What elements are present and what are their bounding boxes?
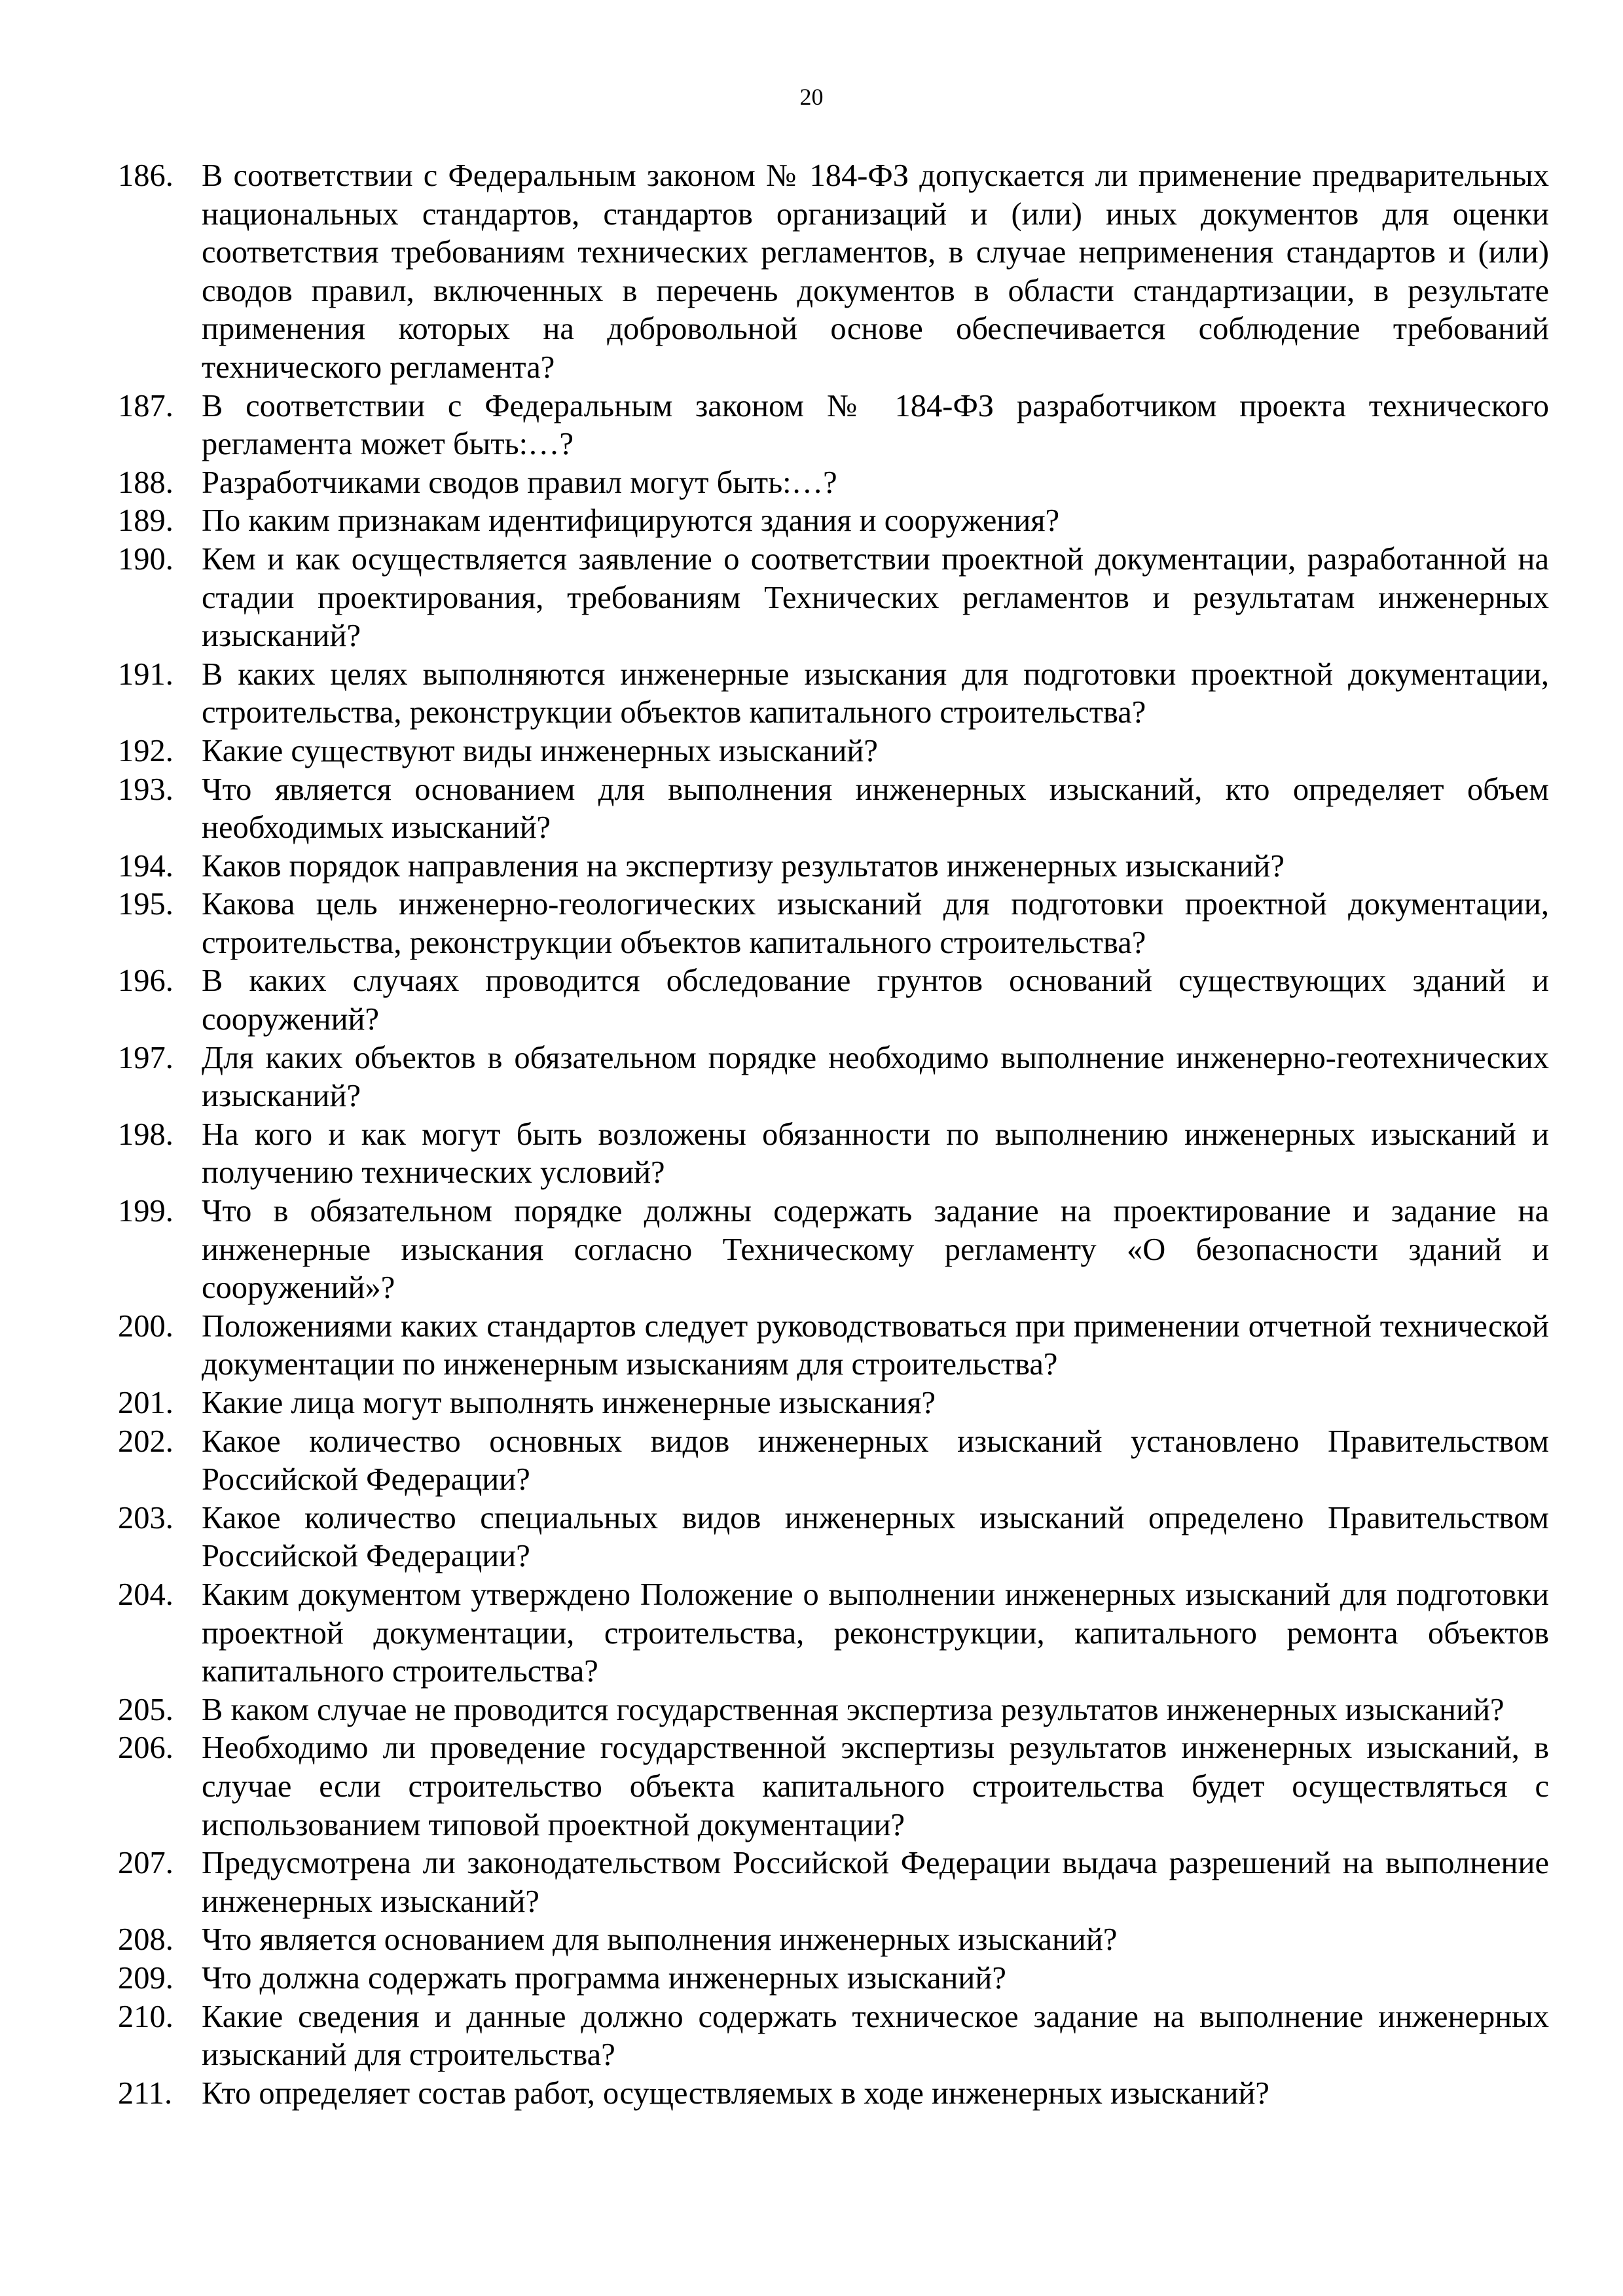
- question-item: [118, 1960, 1549, 1998]
- question-number: 206.: [118, 1731, 173, 1766]
- question-number: 188.: [118, 465, 173, 500]
- question-item: [118, 1193, 1549, 1308]
- question-item: [118, 771, 1549, 848]
- question-number: 198.: [118, 1117, 173, 1152]
- question-text: Предусмотрена ли законодательством Российской Федерации выдача разрешений на выполнение инженерных изысканий?: [202, 1846, 1549, 1919]
- question-item: [118, 1308, 1549, 1384]
- question-item: [118, 732, 1549, 771]
- question-text: Кто определяет состав работ, осуществляемых в ходе инженерных изысканий?: [202, 2075, 1269, 2111]
- question-item: [118, 387, 1549, 464]
- question-text: Какие существуют виды инженерных изысканий?: [202, 733, 878, 768]
- question-item: [118, 1116, 1549, 1193]
- question-text: Что в обязательном порядке должны содержать задание на проектирование и задание на инженерные изыскания согласно Техническому регламенту «О безопасности зданий и сооружений»?: [202, 1194, 1549, 1306]
- question-number: 205.: [118, 1692, 173, 1727]
- question-text: Какое количество основных видов инженерных изысканий установлено Правительством Российской Федерации?: [202, 1424, 1549, 1498]
- question-number: 204.: [118, 1577, 173, 1612]
- question-number: 197.: [118, 1040, 173, 1075]
- question-item: [118, 962, 1549, 1039]
- question-number: 192.: [118, 733, 173, 768]
- question-text: Какие лица могут выполнять инженерные изыскания?: [202, 1386, 936, 1420]
- question-number: 210.: [118, 1999, 173, 2034]
- question-item: [118, 1998, 1549, 2075]
- question-item: [118, 1039, 1549, 1116]
- question-number: 211.: [118, 2075, 173, 2111]
- question-number: 202.: [118, 1424, 173, 1459]
- question-text: Какое количество специальных видов инженерных изысканий определено Правительством Российской Федерации?: [202, 1500, 1549, 1574]
- question-item: [118, 886, 1549, 962]
- question-text: В соответствии с Федеральным законом № 184-ФЗ разработчиком проекта технического регламента может быть:…?: [202, 388, 1549, 462]
- question-number: 189.: [118, 503, 173, 539]
- question-text: Какова цель инженерно-геологических изысканий для подготовки проектной документации, строительства, реконструкции объектов капитального строительства?: [202, 887, 1549, 960]
- question-item: [118, 157, 1549, 387]
- question-number: 201.: [118, 1386, 173, 1420]
- question-text: В каких целях выполняются инженерные изыскания для подготовки проектной документации, строительства, реконструкции объектов капитального строительства?: [202, 656, 1549, 730]
- question-number: 208.: [118, 1922, 173, 1958]
- question-number: 186.: [118, 158, 173, 193]
- question-text: Какие сведения и данные должно содержать техническое задание на выполнение инженерных изысканий для строительства?: [202, 1999, 1549, 2073]
- question-number: 195.: [118, 887, 173, 922]
- question-number: 194.: [118, 848, 173, 884]
- page-number: 20: [799, 84, 824, 110]
- question-number: 190.: [118, 541, 173, 577]
- question-text: В соответствии с Федеральным законом № 184-ФЗ допускается ли применение предварительных национальных стандартов, стандартов организаций и (или) иных документов для оценки соответствия требованиям технических регламентов, в случае неприменения стандартов и (или) сводов правил, включенных в перечень документов в области стандартизации, в результате применения которых на добровольной основе обеспечивается соблюдение требований технического регламента?: [202, 158, 1549, 385]
- question-number: 207.: [118, 1846, 173, 1881]
- question-text: Для каких объектов в обязательном порядке необходимо выполнение инженерно-геотехнических изысканий?: [202, 1040, 1549, 1114]
- question-item: [118, 1921, 1549, 1960]
- question-item: [118, 1576, 1549, 1691]
- question-number: 196.: [118, 963, 173, 999]
- question-text: В каком случае не проводится государственная экспертиза результатов инженерных изысканий?: [202, 1692, 1504, 1727]
- question-text: Что является основанием для выполнения инженерных изысканий, кто определяет объем необходимых изысканий?: [202, 772, 1549, 846]
- question-number: 203.: [118, 1500, 173, 1535]
- question-number: 199.: [118, 1194, 173, 1229]
- question-text: Разработчиками сводов правил могут быть:…?: [202, 465, 837, 500]
- question-text: На кого и как могут быть возложены обязанности по выполнению инженерных изысканий и получению технических условий?: [202, 1117, 1549, 1191]
- question-list: [118, 157, 1549, 2113]
- question-text: Каким документом утверждено Положение о выполнении инженерных изысканий для подготовки проектной документации, строительства, реконструкции, капитального ремонта объектов капитального строительства?: [202, 1577, 1549, 1689]
- question-text: Что является основанием для выполнения инженерных изысканий?: [202, 1922, 1118, 1958]
- question-number: 209.: [118, 1960, 173, 1996]
- question-item: [118, 1729, 1549, 1844]
- question-number: 191.: [118, 656, 173, 692]
- question-item: [118, 656, 1549, 732]
- question-item: [118, 848, 1549, 886]
- question-number: 193.: [118, 772, 173, 807]
- question-item: [118, 1384, 1549, 1423]
- question-text: Кем и как осуществляется заявление о соответствии проектной документации, разработанной на стадии проектирования, требованиям Технических регламентов и результатам инженерных изысканий?: [202, 541, 1549, 654]
- question-text: Положениями каких стандартов следует руководствоваться при применении отчетной технической документации по инженерным изысканиям для строительства?: [202, 1308, 1549, 1382]
- question-number: 187.: [118, 388, 173, 423]
- question-item: [118, 1423, 1549, 1499]
- question-item: [118, 1499, 1549, 1576]
- question-item: [118, 541, 1549, 656]
- question-item: [118, 464, 1549, 503]
- question-item: [118, 502, 1549, 541]
- question-item: [118, 1844, 1549, 1921]
- question-text: Необходимо ли проведение государственной экспертизы результатов инженерных изысканий, в случае если строительство объекта капитального строительства будет осуществляться с использованием типовой проектной документации?: [202, 1731, 1549, 1842]
- question-text: Что должна содержать программа инженерных изысканий?: [202, 1960, 1006, 1996]
- question-number: 200.: [118, 1308, 173, 1344]
- question-text: По каким признакам идентифицируются здания и сооружения?: [202, 503, 1060, 539]
- question-item: [118, 1691, 1549, 1730]
- question-text: В каких случаях проводится обследование грунтов оснований существующих зданий и сооружений?: [202, 963, 1549, 1037]
- question-item: [118, 2075, 1549, 2113]
- question-text: Каков порядок направления на экспертизу результатов инженерных изысканий?: [202, 848, 1285, 884]
